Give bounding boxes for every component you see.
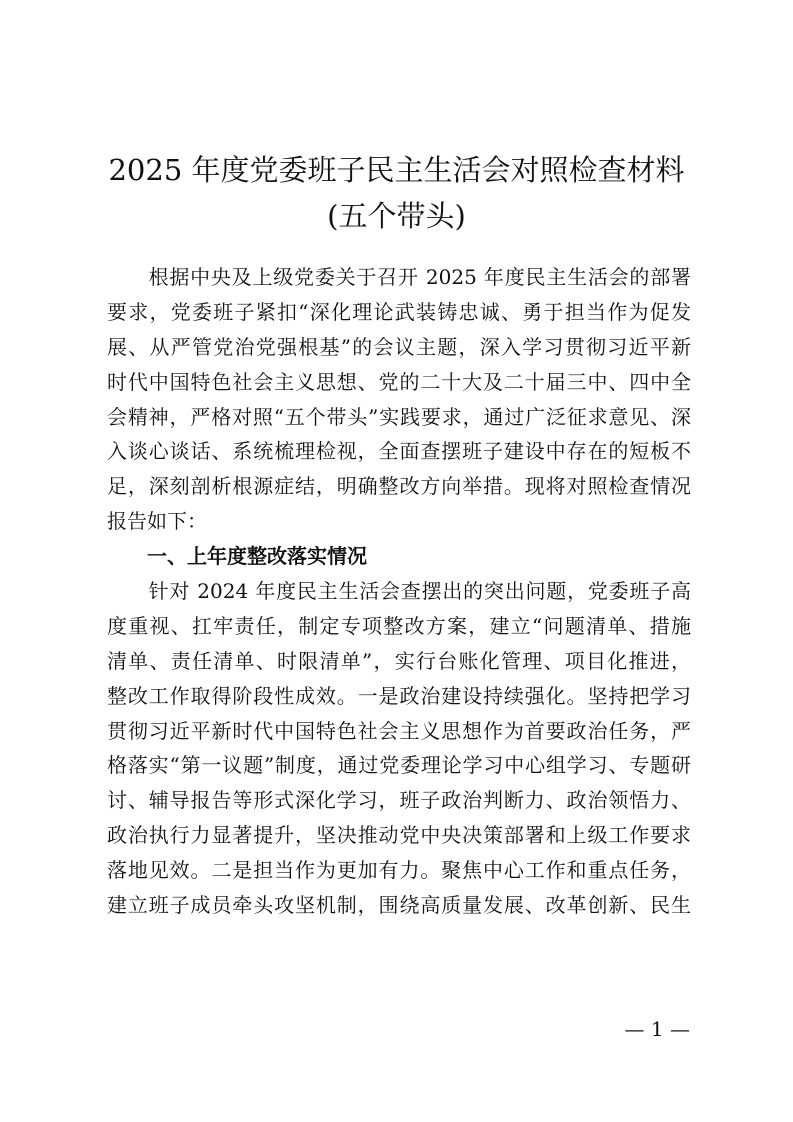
page-number: — 1 — bbox=[624, 1017, 690, 1041]
text-line: 整改工作取得阶段性成效。一是政治建设持续强化。坚持把学习 bbox=[107, 683, 691, 708]
document-title: 2025 年度党委班子民主生活会对照检查材料 bbox=[108, 153, 685, 187]
text-line: 政治执行力显著提升，坚决推动党中央决策部署和上级工作要求 bbox=[107, 823, 691, 848]
text-line: 根据中央及上级党委关于召开 2025 年度民主生活会的部署 bbox=[107, 265, 691, 289]
text-line: 格落实“第一议题”制度，通过党委理论学习中心组学习、专题研 bbox=[107, 753, 691, 778]
text-line: 要求，党委班子紧扣“深化理论武装铸忠诚、勇于担当作为促发 bbox=[107, 299, 691, 324]
text-line: 贯彻习近平新时代中国特色社会主义思想作为首要政治任务，严 bbox=[107, 718, 691, 743]
text-line: 足，深刻剖析根源症结，明确整改方向举措。现将对照检查情况 bbox=[107, 474, 691, 499]
text-line: 建立班子成员牵头攻坚机制，围绕高质量发展、改革创新、民生 bbox=[107, 893, 691, 918]
section-heading: 一、上年度整改落实情况 bbox=[107, 544, 367, 569]
document-subtitle: (五个带头) bbox=[327, 199, 466, 233]
text-line: 针对 2024 年度民主生活会查摆出的突出问题，党委班子高 bbox=[107, 579, 691, 604]
text-line: 时代中国特色社会主义思想、党的二十大及二十届三中、四中全 bbox=[107, 369, 691, 394]
text-line: 报告如下： bbox=[107, 509, 207, 534]
section1-paragraph bbox=[107, 574, 691, 923]
text-line: 讨、辅导报告等形式深化学习，班子政治判断力、政治领悟力、 bbox=[107, 788, 691, 813]
text-line: 会精神，严格对照“五个带头”实践要求，通过广泛征求意见、深 bbox=[107, 404, 691, 429]
text-line: 落地见效。二是担当作为更加有力。聚焦中心工作和重点任务， bbox=[107, 858, 691, 883]
intro-paragraph bbox=[107, 260, 691, 539]
text-line: 清单、责任清单、时限清单”，实行台账化管理、项目化推进， bbox=[107, 648, 691, 673]
text-line: 度重视、扛牢责任，制定专项整改方案，建立“问题清单、措施 bbox=[107, 613, 691, 638]
document-body bbox=[107, 260, 691, 923]
text-line: 展、从严管党治党强根基”的会议主题，深入学习贯彻习近平新 bbox=[107, 334, 691, 359]
text-line: 入谈心谈话、系统梳理检视，全面查摆班子建设中存在的短板不 bbox=[107, 439, 691, 464]
